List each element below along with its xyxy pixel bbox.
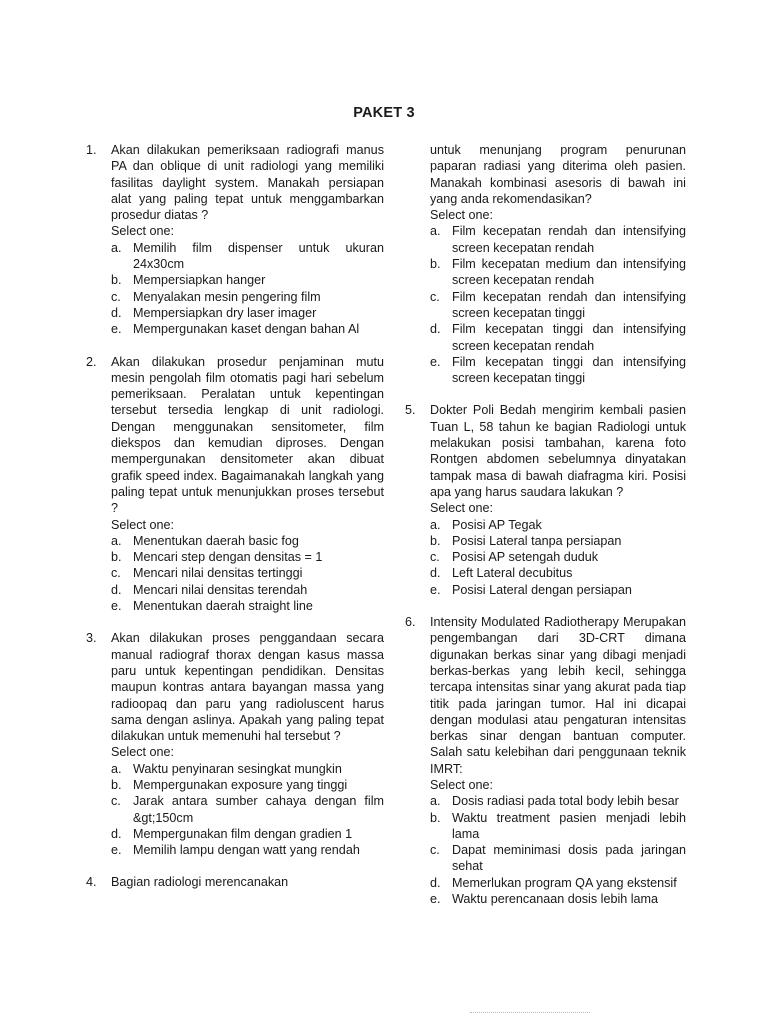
option-b[interactable]	[430, 256, 686, 289]
option-e[interactable]	[430, 582, 686, 598]
options-list	[430, 223, 686, 386]
question-number: 6.	[405, 615, 416, 630]
option-text: Dosis radiasi pada total body lebih besar	[452, 794, 679, 809]
option-a[interactable]	[430, 517, 686, 533]
option-text: Mempersiapkan hanger	[133, 273, 266, 288]
option-c[interactable]	[430, 549, 686, 565]
option-letter: e.	[430, 582, 441, 597]
option-letter: d.	[111, 305, 122, 320]
select-one-label: Select one:	[111, 517, 175, 532]
option-letter: a.	[111, 533, 122, 548]
option-letter: e.	[111, 599, 122, 614]
option-e[interactable]	[430, 354, 686, 387]
question-number: 1.	[86, 143, 97, 157]
question-number: 3.	[86, 631, 97, 646]
option-letter: c.	[430, 289, 440, 304]
option-letter: b.	[430, 257, 441, 272]
option-letter: d.	[430, 322, 441, 337]
question-4-start	[86, 874, 384, 890]
option-text: Memerlukan program QA yang ekstensif	[452, 875, 677, 890]
option-letter: c.	[111, 794, 121, 809]
option-text: Posisi AP setengah duduk	[452, 550, 599, 565]
option-letter: a.	[430, 224, 441, 239]
option-text: Dapat meminimasi dosis pada jaringan sehat	[452, 843, 686, 874]
option-c[interactable]	[111, 565, 384, 581]
question-1	[86, 142, 384, 338]
option-a[interactable]	[111, 533, 384, 549]
option-d[interactable]	[111, 826, 384, 842]
question-text: Akan dilakukan prosedur penjaminan mutu mesin pengolah film otomatis pagi hari sebelum pemeriksaan. Peralatan untuk kepentingan tersebut tersedia lengkap di unit radiologi. Dengan menggunakan sensitometer, film diekspos dan kemudian diproses. Dengan mempergunakan densitometer akan dibuat grafik speed index. Bagaimanakah langkah yang paling tepat untuk menunjukkan proses tersebut ?	[111, 354, 384, 516]
option-letter: c.	[111, 566, 121, 581]
page-title: PAKET 3	[353, 105, 415, 121]
option-letter: a.	[430, 794, 441, 809]
option-b[interactable]	[111, 777, 384, 793]
option-text: Film kecepatan rendah dan intensifying screen kecepatan rendah	[452, 224, 686, 255]
option-letter: b.	[111, 550, 122, 565]
option-letter: d.	[430, 566, 441, 581]
option-letter: a.	[430, 517, 441, 532]
options-list	[111, 761, 384, 859]
option-letter: a.	[111, 240, 122, 255]
option-c[interactable]	[111, 793, 384, 826]
option-letter: d.	[111, 582, 122, 597]
left-column	[86, 142, 384, 891]
option-text: Film kecepatan rendah dan intensifying screen kecepatan tinggi	[452, 289, 686, 320]
question-number: 4.	[86, 875, 97, 890]
select-one-label: Select one:	[430, 501, 494, 516]
option-letter: b.	[111, 273, 122, 288]
options-list	[430, 793, 686, 907]
option-e[interactable]	[111, 598, 384, 614]
option-d[interactable]	[111, 582, 384, 598]
question-5	[405, 402, 686, 598]
option-text: Left Lateral decubitus	[452, 566, 573, 581]
option-letter: c.	[430, 550, 440, 565]
option-text: Film kecepatan medium dan intensifying screen kecepatan rendah	[452, 257, 686, 288]
question-text: Intensity Modulated Radiotherapy Merupakan pengembangan dari 3D-CRT dimana digunakan berkas sinar yang dibagi menjadi berkas-berkas yang lebih kecil, sehingga tercapa intensitas sinar yang akurat pada tiap titik pada jaringan tumor. Hal ini dicapai dengan modulasi atau pengaturan intensitas berkas sinar dengan bantuan computer. Salah satu kelebihan dari penggunaan teknik IMRT:	[430, 615, 686, 776]
question-text: Akan dilakukan pemeriksaan radiografi manus PA dan oblique di unit radiologi yang memiliki fasilitas daylight system. Manakah persiapan alat yang paling tepat untuk menggambarkan prosedur diatas ?	[111, 143, 384, 223]
question-4-continued	[405, 142, 686, 386]
option-text: Mencari step dengan densitas = 1	[133, 550, 323, 565]
option-letter: d.	[430, 875, 441, 890]
option-letter: e.	[430, 892, 441, 907]
option-a[interactable]	[430, 223, 686, 256]
option-text: Posisi Lateral tanpa persiapan	[452, 533, 622, 548]
option-d[interactable]	[430, 565, 686, 581]
option-letter: c.	[111, 289, 121, 304]
question-text: Bagian radiologi merencanakan	[111, 875, 289, 890]
option-b[interactable]	[430, 533, 686, 549]
option-letter: e.	[430, 354, 441, 369]
option-d[interactable]	[111, 305, 384, 321]
select-one-label: Select one:	[430, 208, 494, 223]
options-list	[430, 517, 686, 598]
option-text: Waktu penyinaran sesingkat mungkin	[133, 761, 342, 776]
option-text: Film kecepatan tinggi dan intensifying screen kecepatan rendah	[452, 322, 686, 353]
option-a[interactable]	[430, 793, 686, 809]
option-text: Mencari nilai densitas tertinggi	[133, 566, 303, 581]
question-number: 2.	[86, 354, 97, 369]
option-text: Mempersiapkan dry laser imager	[133, 305, 317, 320]
option-text: Menentukan daerah basic fog	[133, 533, 299, 548]
option-c[interactable]	[430, 842, 686, 875]
option-b[interactable]	[430, 810, 686, 843]
option-c[interactable]	[430, 289, 686, 322]
option-e[interactable]	[430, 891, 686, 907]
option-letter: b.	[430, 810, 441, 825]
option-letter: d.	[111, 826, 122, 841]
option-letter: b.	[111, 777, 122, 792]
option-text: Mempergunakan kaset dengan bahan Al	[133, 322, 360, 337]
question-text: Akan dilakukan proses penggandaan secara manual radiograf thorax dengan kasus massa paru untuk kepentingan pendidikan. Densitas maupun kontras antara bayangan massa yang radioopaq dan paru yang radioluscent harus sama dengan aslinya. Apakah yang paling tepat dilakukan untuk memenuhi hal tersebut ?	[111, 631, 384, 744]
option-text: Mempergunakan exposure yang tinggi	[133, 777, 348, 792]
option-text: Waktu perencanaan dosis lebih lama	[452, 892, 659, 907]
option-b[interactable]	[111, 549, 384, 565]
option-text: Waktu treatment pasien menjadi lebih lama	[452, 810, 686, 841]
option-d[interactable]	[430, 875, 686, 891]
right-column	[405, 142, 686, 907]
option-b[interactable]	[111, 272, 384, 288]
option-text: Film kecepatan tinggi dan intensifying screen kecepatan tinggi	[452, 354, 686, 386]
option-letter: c.	[430, 843, 440, 858]
question-6	[405, 614, 686, 907]
question-text: Dokter Poli Bedah mengirim kembali pasien Tuan L, 58 tahun ke bagian Radiologi untuk melakukan posisi tambahan, karena foto Rontgen abdomen sebelumnya dinyatakan tampak masa di bawah diafragma kiri. Posisi apa yang harus saudara lakukan ?	[430, 403, 686, 499]
option-text: Posisi AP Tegak	[452, 517, 542, 532]
question-text: untuk menunjang program penurunan paparan radiasi yang diterima oleh pasien. Manakah kombinasi asesoris di bawah ini yang anda rekomendasikan?	[430, 143, 686, 206]
option-letter: a.	[111, 761, 122, 776]
option-text: Mencari nilai densitas terendah	[133, 582, 308, 597]
option-text: Mempergunakan film dengan gradien 1	[133, 826, 353, 841]
options-list	[111, 533, 384, 614]
option-text: Memilih lampu dengan watt yang rendah	[133, 843, 360, 858]
select-one-label: Select one:	[111, 224, 175, 239]
option-e[interactable]	[111, 842, 384, 858]
cut-off-text-fragment	[470, 1012, 590, 1017]
option-d[interactable]	[430, 321, 686, 354]
option-e[interactable]	[111, 321, 384, 337]
option-text: Menentukan daerah straight line	[133, 599, 313, 614]
option-letter: e.	[111, 322, 122, 337]
option-text: Menyalakan mesin pengering film	[133, 289, 321, 304]
options-list	[111, 240, 384, 338]
select-one-label: Select one:	[430, 777, 494, 792]
question-2	[86, 354, 384, 615]
option-a[interactable]	[111, 240, 384, 273]
select-one-label: Select one:	[111, 745, 175, 760]
option-letter: e.	[111, 843, 122, 858]
option-text: Memilih film dispenser untuk ukuran 24x30cm	[133, 240, 384, 272]
option-text: Jarak antara sumber cahaya dengan film &gt;150cm	[133, 794, 384, 825]
option-letter: b.	[430, 533, 441, 548]
option-a[interactable]	[111, 761, 384, 777]
question-number: 5.	[405, 403, 416, 418]
question-3	[86, 630, 384, 858]
option-text: Posisi Lateral dengan persiapan	[452, 582, 632, 597]
option-c[interactable]	[111, 289, 384, 305]
